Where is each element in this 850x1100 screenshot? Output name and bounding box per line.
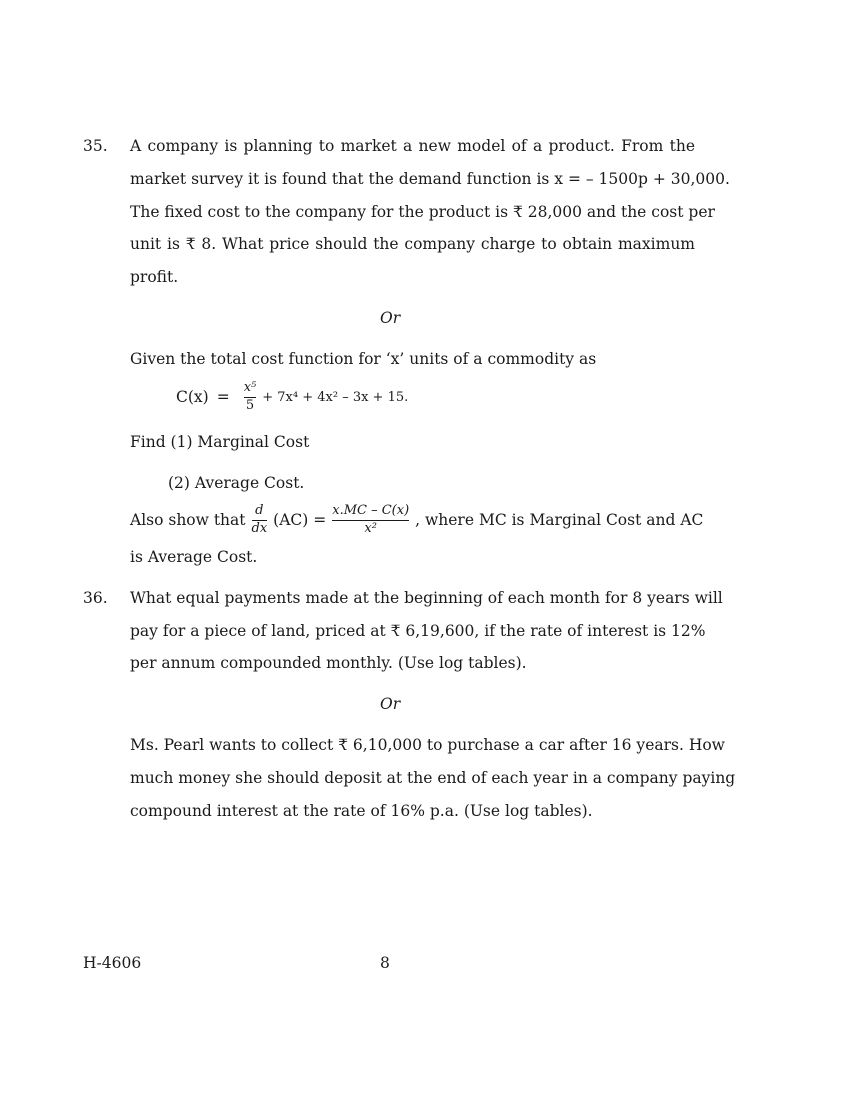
derivative-fraction — [252, 504, 268, 537]
q35-text-line-4: unit is ₹ 8. What price should the company charge to obtain maximum — [130, 235, 695, 253]
footer-page-number: 8 — [380, 954, 390, 972]
q36-text-line-3: per annum compounded monthly. (Use log tables). — [130, 654, 527, 672]
cost-function-formula — [176, 381, 408, 414]
footer-paper-code: H-4606 — [83, 954, 142, 972]
q35-alt-intro: Given the total cost function for ‘x’ units of a commodity as — [130, 350, 597, 368]
show-suffix: , where MC is Marginal Cost and AC — [415, 511, 704, 530]
formula-denominator: 5 — [245, 397, 255, 413]
q36-alt-line-2: much money she should deposit at the end of each year in a company paying — [130, 769, 736, 787]
show-prefix: Also show that — [130, 511, 246, 530]
formula-numerator: x⁵ — [243, 380, 257, 395]
q35-find-2: (2) Average Cost. — [168, 474, 305, 492]
formula-rest: + 7x⁴ + 4x² – 3x + 15. — [262, 389, 409, 405]
rhs-numerator: x.MC – C(x) — [332, 503, 410, 518]
q35-text-line-1: A company is planning to market a new model of a product. From the — [130, 137, 695, 155]
q36-text-line-2: pay for a piece of land, priced at ₹ 6,19,600, if the rate of interest is 12% — [130, 622, 706, 640]
derivative-numerator: d — [255, 503, 264, 518]
q35-text-line-5: profit. — [130, 268, 179, 286]
q36-text-line-1: What equal payments made at the beginning of each month for 8 years will — [130, 589, 723, 607]
rhs-fraction — [332, 504, 409, 537]
formula-fraction — [244, 381, 257, 414]
q35-show-statement — [130, 504, 703, 537]
q36-alt-line-3: compound interest at the rate of 16% p.a. (Use log tables). — [130, 802, 593, 820]
formula-equals: = — [216, 388, 230, 407]
rhs-denominator: x² — [364, 520, 377, 536]
show-ac: (AC) = — [273, 511, 327, 530]
q36-alt-line-1: Ms. Pearl wants to collect ₹ 6,10,000 to purchase a car after 16 years. How — [130, 736, 725, 754]
q35-or-separator: Or — [380, 309, 401, 327]
q36-or-separator: Or — [380, 695, 401, 713]
question-number-36: 36. — [83, 589, 108, 607]
q35-text-line-2: market survey it is found that the demand function is x = – 1500p + 30,000. — [130, 170, 730, 188]
q35-show-last-line: is Average Cost. — [130, 548, 258, 566]
formula-lhs: C(x) — [176, 388, 209, 407]
derivative-denominator: dx — [251, 520, 268, 536]
question-number-35: 35. — [83, 137, 108, 155]
q35-text-line-3: The fixed cost to the company for the product is ₹ 28,000 and the cost per — [130, 203, 715, 221]
q35-find-1: Find (1) Marginal Cost — [130, 433, 310, 451]
